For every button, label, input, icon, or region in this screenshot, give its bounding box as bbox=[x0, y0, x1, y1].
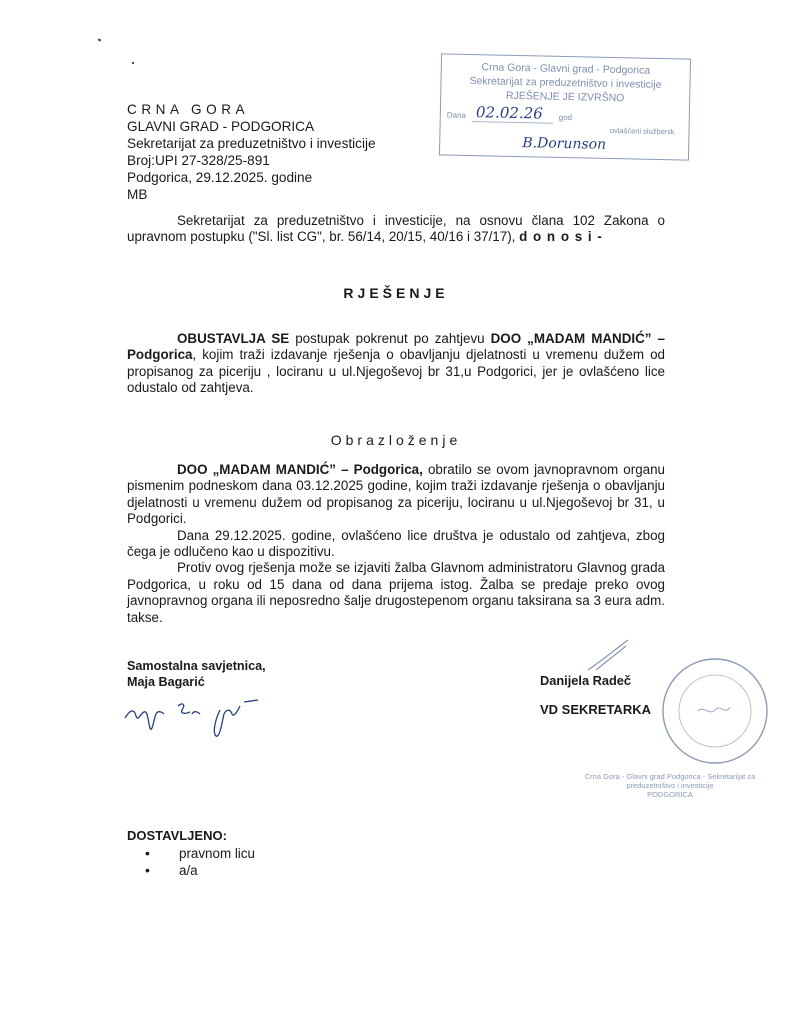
intro-paragraph bbox=[127, 213, 665, 246]
delivery-title: DOSTAVLJENO: bbox=[127, 828, 227, 843]
decision-lead: OBUSTAVLJA SE bbox=[177, 331, 290, 346]
stamp-official-label: ovlašćeni službenik bbox=[609, 125, 675, 137]
reasoning-company: DOO „MADAM MANDIĆ” – Podgorica, bbox=[177, 462, 423, 477]
scan-speck bbox=[98, 39, 102, 42]
decision-text-2: , kojim traži izdavanje rješenja o obavljanju djelatnosti u vremenu dužem od propisanog za piceriju , lociranu u ul.Njegoševoj br 31,u Podgorici, jer je ovlašćeno lice odustalo od zahtjeva. bbox=[127, 347, 665, 396]
right-signatory-title: VD SEKRETARKA bbox=[540, 702, 651, 717]
country-name: CRNA GORA bbox=[127, 102, 250, 117]
reasoning-paragraph-3: Protiv ovog rješenja može se izjaviti žalba Glavnom administratoru Glavnog grada Podgorica, u roku od 15 dana od dana prijema istog. Žalba se predaje preko ovog javnopravnog organa ili neposredno šalje drugostepenom organu taksirana sa 3 eura adm. takse. bbox=[127, 560, 665, 625]
decision-text-1: postupak pokrenut po zahtjevu bbox=[289, 331, 491, 346]
department-name: Sekretarijat za preduzetništvo i investicije bbox=[127, 136, 376, 151]
stamp-year-suffix: god bbox=[558, 112, 573, 123]
left-signatory-name: Maja Bagarić bbox=[127, 675, 205, 689]
left-handwritten-signature bbox=[120, 692, 290, 748]
reasoning-title: Obrazloženje bbox=[330, 432, 462, 448]
delivery-section bbox=[127, 828, 255, 879]
round-official-stamp bbox=[660, 656, 770, 766]
stamp-official-signature: B.Dorunson bbox=[522, 135, 607, 153]
reasoning-text-1: obratilo se ovom javnopravnom organu pismenim podneskom dana 03.12.2025 godine, kojim traži izdavanje rješenja o obavljanju djelatnosti u vremenu dužem od propisanog za piceriju, lociranu u ul.Njegoševoj br 31, u Podgorici. bbox=[127, 462, 665, 527]
initials: MB bbox=[127, 187, 148, 202]
intro-verb: d o n o s i - bbox=[519, 229, 603, 245]
left-signatory-title: Samostalna savjetnica, bbox=[127, 659, 266, 673]
scan-speck bbox=[132, 62, 134, 64]
stamp-line-authority: Crna Gora - Glavni grad - Podgorica bbox=[481, 61, 651, 77]
decision-paragraph bbox=[127, 331, 665, 397]
stamp-date-value: 02.02.26 bbox=[472, 103, 553, 124]
reasoning-paragraph-1 bbox=[127, 462, 665, 528]
stamp-line-department: Sekretarijat za preduzetništvo i investicije bbox=[469, 74, 662, 92]
round-stamp-caption bbox=[560, 772, 780, 799]
decision-company: DOO „MADAM MANDIĆ” – Podgorica bbox=[127, 331, 665, 363]
reasoning-body bbox=[127, 462, 665, 626]
round-stamp-bottom: PODGORICA bbox=[647, 790, 693, 799]
left-signatory bbox=[127, 658, 266, 690]
stamp-date-label: Dana bbox=[446, 110, 467, 120]
round-stamp-text: Crna Gora - Glavni grad Podgorica - Sekretarijat za preduzetništvo i investicije bbox=[584, 772, 756, 790]
decision-title: RJEŠENJE bbox=[343, 285, 449, 301]
stamp-line-status: RJEŠENJE JE IZVRŠNO bbox=[505, 89, 625, 105]
city-name: GLAVNI GRAD - PODGORICA bbox=[127, 119, 315, 134]
reasoning-paragraph-2: Dana 29.12.2025. godine, ovlašćeno lice društva je odustalo od zahtjeva, zbog čega je odlučeno kao u dispozitivu. bbox=[127, 527, 665, 560]
executive-stamp bbox=[439, 53, 691, 160]
delivery-item: • pravnom licu bbox=[141, 845, 255, 862]
reference-number: Broj:UPI 27-328/25-891 bbox=[127, 153, 270, 168]
right-handwritten-signature bbox=[580, 636, 650, 672]
delivery-item: • a/a bbox=[141, 862, 255, 879]
document-header bbox=[127, 101, 376, 203]
right-signatory-name: Danijela Radeč bbox=[540, 673, 632, 688]
intro-text: Sekretarijat za preduzetništvo i investicije, na osnovu člana 102 Zakona o upravnom postupku ("Sl. list CG", br. 56/14, 20/15, 40/16 i 37/17), bbox=[127, 213, 665, 245]
place-date: Podgorica, 29.12.2025. godine bbox=[127, 170, 313, 185]
delivery-list bbox=[141, 845, 255, 879]
